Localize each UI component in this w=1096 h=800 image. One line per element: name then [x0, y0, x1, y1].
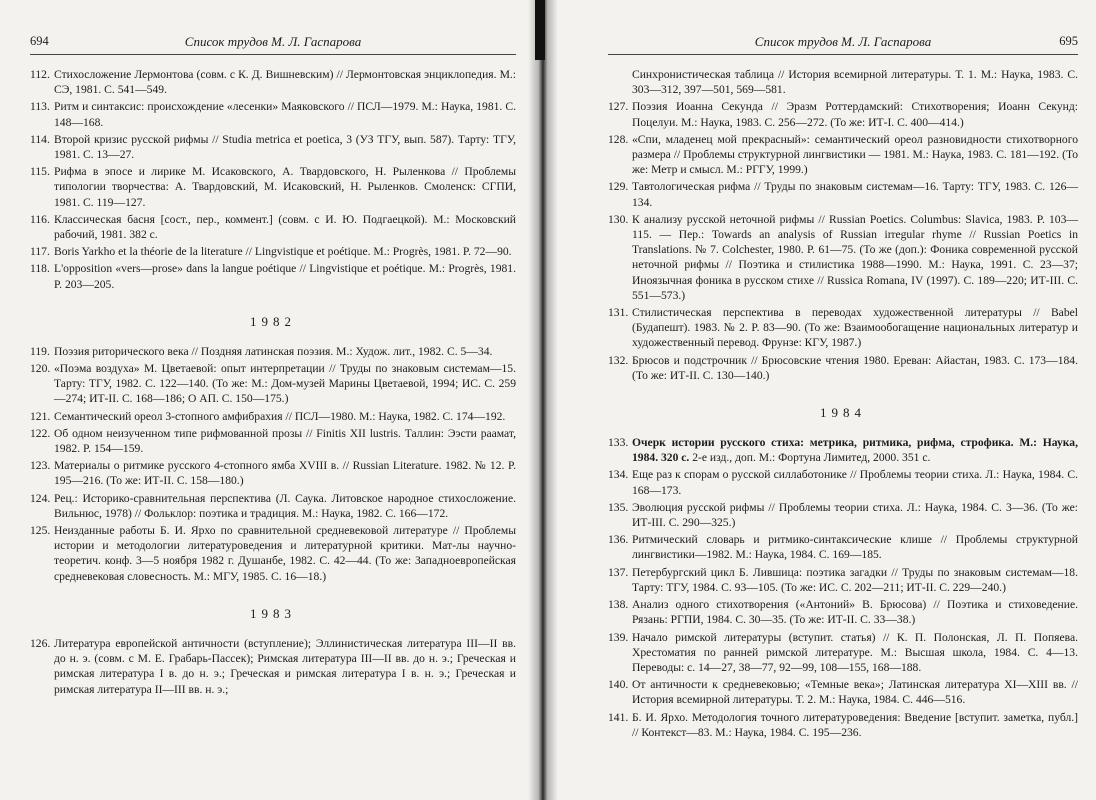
year-heading-1983: 1983 [250, 605, 296, 621]
entry-number: 122. [30, 426, 51, 440]
bibliography-entry [608, 179, 1078, 209]
entry-bold-title: Очерк истории русского стиха: метрика, ритмика, рифма, строфика. М.: Наука, 1984. 320 с. [632, 436, 1078, 465]
bibliography-entry [30, 458, 516, 488]
entry-number: 121. [30, 409, 51, 423]
entry-number: 131. [608, 306, 629, 320]
bibliography-entry [608, 565, 1078, 595]
entry-number: 136. [608, 533, 629, 547]
bibliography-entry [30, 164, 516, 210]
entry-text: «Спи, младенец мой прекрасный»: семантический ореол разновидности стихотворного размера // Проблемы структурной лингвистики — 1981. М.: Наука, 1983. С. 181—192. (То же: Метр и смысл. М.: РГГУ, 1999.) [632, 132, 1078, 177]
entry-text: Рец.: Историко-сравнительная перспектива (Л. Саука. Литовское народное стихосложение. Вильнюс, 1978) // Фольклор: поэтика и традиция. М.: Наука, 1982. С. 166—172. [54, 491, 516, 520]
entry-text: Тавтологическая рифма // Труды по знаковым системам—16. Тарту: ТГУ, 1983. С. 126—134. [632, 180, 1078, 209]
entry-text: Классическая басня [сост., пер., коммент.] (совм. с И. Ю. Подгаецкой). М.: Московский рабочий, 1981. 382 с. [54, 212, 516, 242]
entry-text: Эволюция русской рифмы // Проблемы теории стиха. Л.: Наука, 1984. С. 3—36. (То же: ИТ-III. С. 290—325.) [632, 500, 1078, 530]
bibliography-entry [30, 261, 516, 291]
entry-number: 140. [608, 678, 629, 692]
bibliography-entry [30, 409, 516, 424]
entry-text: Ритмический словарь и ритмико-синтаксические клише // Проблемы структурной лингвистики—1982. М.: Наука, 1984. С. 169—185. [632, 533, 1078, 562]
entry-text: «Поэма воздуха» М. Цветаевой: опыт интерпретации // Труды по знаковым системам—15. Тарту: ТГУ, 1982. С. 122—140. (То же: М.: Дом-музей Марины Цветаевой, 1994; ИС. С. 259—274; ИТ-II. С. 168—186; О АП. С. 150—175.) [54, 362, 516, 406]
entry-text: Об одном неизученном типе рифмованной прозы // Finitis XII lustris. Таллин: Ээсти раамат, 1982. P. 154—159. [54, 426, 516, 456]
entry-text: Семантический ореол 3-стопного амфибрахия // ПСЛ—1980. М.: Наука, 1982. С. 174—192. [54, 409, 506, 423]
bibliography-entry [30, 244, 516, 259]
entry-number: 135. [608, 500, 629, 514]
bibliography-entry [608, 500, 1078, 530]
entry-number: 125. [30, 524, 51, 538]
entry-number: 119. [30, 344, 50, 358]
bibliography-entry [30, 344, 516, 359]
entry-number: 139. [608, 630, 629, 644]
bibliography-entry [608, 99, 1078, 129]
entry-text: Второй кризис русской рифмы // Studia metrica et poetica, 3 (УЗ ТГУ, вып. 587). Тарту: ТГУ, 1981. С. 13—27. [54, 132, 516, 162]
entry-number: 129. [608, 180, 629, 194]
right-page [550, 0, 1096, 800]
bibliography-entry [30, 361, 516, 407]
bibliography-entry [608, 710, 1078, 740]
left-running-title: Список трудов М. Л. Гаспарова [184, 34, 362, 49]
entry-text: Еще раз к спорам о русской силлаботонике // Проблемы теории стиха. Л.: Наука, 1984. С. 168—173. [632, 468, 1078, 497]
entry-number: 134. [608, 468, 629, 482]
bibliography-entry [608, 677, 1078, 707]
right-running-head [608, 32, 1078, 55]
entry-number: 118. [30, 262, 50, 276]
entry-text: L'opposition «vers—prose» dans la langue poétique // Lingvistique et poétique. M.: Progrès, 1981. P. 203—205. [54, 262, 516, 291]
right-entries-b [608, 467, 1078, 739]
entry-number: 112. [30, 68, 50, 81]
year-heading-1984: 1984 [820, 405, 866, 421]
entry-number: 126. [30, 636, 51, 650]
bibliography-entry [608, 630, 1078, 676]
bibliography-entry [608, 212, 1078, 303]
bibliography-entry [30, 99, 516, 129]
bibliography-entry [30, 132, 516, 162]
entry-number: 124. [30, 491, 51, 505]
entry-number: 123. [30, 459, 51, 473]
entry-text: Неизданные работы Б. И. Ярхо по сравнительной средневековой литературе // Проблемы истории и методологии литературоведения и литературной критики. Мат-лы научно-теоретич. конф. 3—5 ноября 1982 г. Душанбе, 1982. С. 42—44. (То же: Западноевропейская средневековая словесность. М.: МГУ, 1985. С. 16—18.) [54, 524, 516, 583]
entry-number: 133. [608, 436, 629, 450]
entry-number: 128. [608, 132, 629, 146]
left-page [0, 0, 538, 800]
bibliography-entry [608, 305, 1078, 351]
entry-text: Литература европейской античности (вступление); Эллинистическая литература III—II вв. до н. э. (совм. с М. Е. Грабарь-Пассек); Римская литература III—II вв. до н. э.; Греческая и римская литература I в. до н. э.; Греческая и римская литература I в. н. э.; Греческая и римская литература II—III вв. н. э.; [54, 636, 516, 696]
right-page-number: 695 [1059, 34, 1078, 48]
left-page-number: 694 [30, 34, 49, 48]
entry-133 [608, 435, 1078, 465]
entry-number: 130. [608, 212, 629, 226]
left-entries-c [30, 636, 516, 697]
entry-number: 113. [30, 100, 50, 114]
entry-number: 132. [608, 353, 629, 367]
bibliography-entry [30, 523, 516, 584]
entry-number: 120. [30, 362, 51, 376]
entry-text: Поэзия Иоанна Секунда // Эразм Роттердамский: Стихотворения; Иоанн Секунд: Поцелуи. М.: Наука, 1983. С. 256—272. (То же: ИТ-I. С. 400—414.) [632, 100, 1078, 129]
entry-text: Стихосложение Лермонтова (совм. с К. Д. Вишневским) // Лермонтовская энциклопедия. М.: СЭ, 1981. С. 541—549. [54, 68, 516, 97]
bibliography-entry [608, 467, 1078, 497]
entry-number: 127. [608, 100, 629, 114]
right-entries-a [608, 99, 1078, 383]
entry-text: Брюсов и подстрочник // Брюсовские чтения 1980. Ереван: Айастан, 1983. С. 173—184. (То же: ИТ-II. С. 130—140.) [632, 353, 1078, 382]
bibliography-entry [30, 426, 516, 456]
entry-number: 116. [30, 212, 50, 226]
entry-number: 115. [30, 165, 50, 179]
bibliography-entry [30, 636, 516, 697]
left-running-head [30, 32, 516, 55]
bibliography-entry [608, 132, 1078, 178]
entry-text: Рифма в эпосе и лирике М. Исаковского, А. Твардовского, Н. Рыленкова // Проблемы типологии творчества: А. Твардовский, М. Исаковский, Н. Рыленков. Смоленск: СГПИ, 1981. С. 119—127. [54, 165, 516, 209]
entry-number: 137. [608, 565, 629, 579]
entry-text: От античности к средневековью; «Темные века»; Латинская литература XI—XIII вв. // История всемирной литературы. Т. 2. М.: Наука, 1984. С. 446—516. [632, 678, 1078, 707]
entry-text: Начало римской литературы (вступит. статья) // К. П. Полонская, Л. П. Попяева. Хрестоматия по ранней римской литературе. М.: Высшая школа, 1984. С. 4—13. Переводы: с. 14—27, 38—77, 92—99, 108—155, 168—188. [632, 630, 1078, 674]
entry-text: Петербургский цикл Б. Лившица: поэтика загадки // Труды по знаковым системам—18. Тарту: ТГУ, 1984. С. 93—105. (То же: ИС. С. 202—211; ИТ-II. С. 229—240.) [632, 565, 1078, 594]
right-running-title: Список трудов М. Л. Гаспарова [754, 34, 932, 49]
entry-text: Материалы о ритмике русского 4-стопного ямба XVIII в. // Russian Literature. 1982. № 12. P. 195—216. (То же: ИТ-II. С. 158—180.) [54, 459, 516, 488]
bibliography-entry [608, 597, 1078, 627]
bibliography-entry [608, 532, 1078, 562]
entry-text: К анализу русской неточной рифмы // Russian Poetics. Columbus: Slavica, 1983. P. 103—115. — Пер.: Towards an analysis of Russian irregular rhyme // Russian Poetics in Translations. № 7. Colchester, 1980. P. 61—75. (То же (доп.): Фоника современной русской неточной рифмы // Поэтика и стилистика 1988—1990. М.: Наука, 1991. С. 23—37; Иноязычная фоника в русском стихе // Russica Romana, IV (1997). С. 189—220; ИТ-III. С. 551—573.) [632, 212, 1078, 302]
continued-entry-126: Синхронистическая таблица // История всемирной литературы. Т. 1. М.: Наука, 1983. С. 303—312, 397—501, 569—581. [632, 68, 1078, 97]
entry-number: 141. [608, 710, 629, 724]
entry-text: Ритм и синтаксис: происхождение «лесенки» Маяковского // ПСЛ—1979. М.: Наука, 1981. С. 148—168. [54, 100, 516, 129]
bibliography-entry [30, 67, 516, 97]
entry-number: 114. [30, 132, 50, 146]
book-spine-clip [535, 0, 545, 60]
left-entries-b [30, 344, 516, 584]
entry-text: Поэзия риторического века // Поздняя латинская поэзия. М.: Худож. лит., 1982. С. 5—34. [54, 344, 493, 358]
year-heading-1982: 1982 [250, 313, 296, 329]
entry-text: Анализ одного стихотворения («Антоний» В. Брюсова) // Поэтика и стиховедение. Рязань: РГПИ, 1984. С. 30—35. (То же: ИТ-II. С. 33—38.) [632, 598, 1078, 627]
entry-text: Б. И. Ярхо. Методология точного литературоведения: Введение [вступит. заметка, публ.] // Контекст—83. М.: Наука, 1984. С. 195—236. [632, 710, 1078, 739]
bibliography-entry [30, 491, 516, 521]
left-entries-a [30, 67, 516, 292]
entry-text: Стилистическая перспектива в переводах художественной литературы // Babel (Будапешт). 1983. № 2. P. 83—90. (То же: Взаимообогащение национальных литератур и художественный перевод. Фрунзе: КГУ, 1987.) [632, 306, 1078, 350]
entry-number: 117. [30, 245, 50, 259]
entry-text: 2-е изд., доп. М.: Фортуна Лимитед, 2000. 351 с. [689, 451, 931, 465]
bibliography-entry [30, 212, 516, 242]
entry-number: 138. [608, 598, 629, 612]
bibliography-entry [608, 353, 1078, 383]
entry-text: Boris Yarkho et la théorie de la literature // Lingvistique et poétique. M.: Progrès, 1981. P. 72—90. [54, 245, 512, 259]
